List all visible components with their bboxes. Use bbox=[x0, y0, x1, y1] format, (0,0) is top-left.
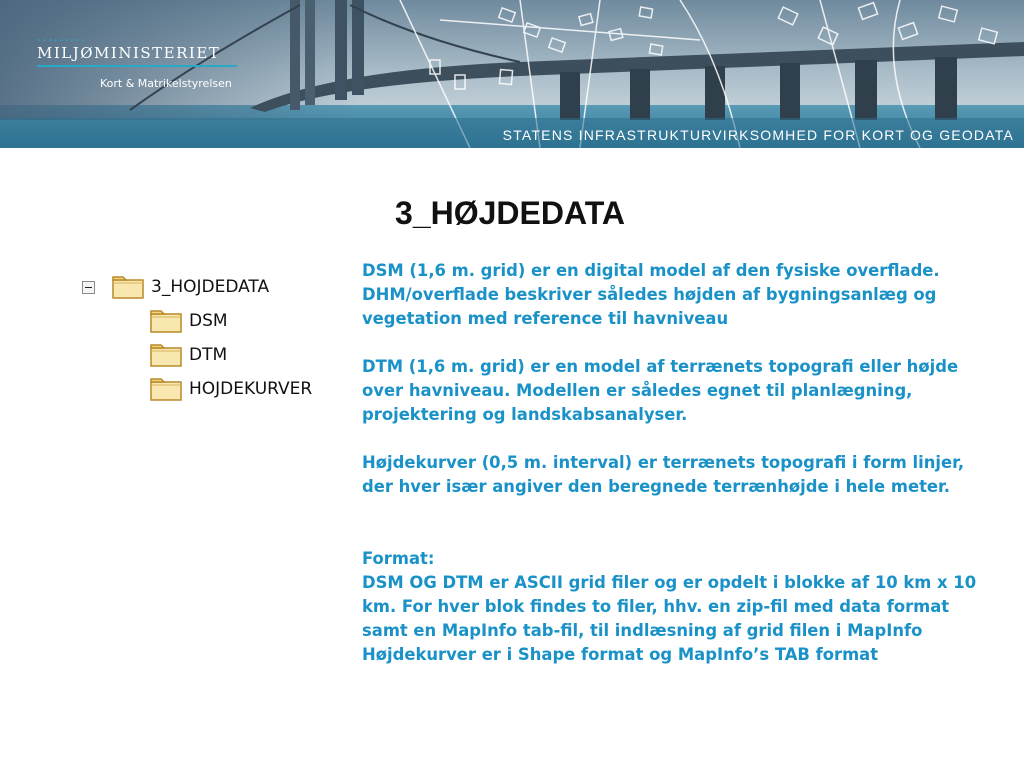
format-heading: Format: bbox=[362, 549, 435, 568]
tree-item-label: 3_HOJDEDATA bbox=[151, 277, 270, 297]
tree-item-hojdekurver[interactable] bbox=[149, 376, 312, 402]
dtm-description: DTM (1,6 m. grid) er en model af terrænets topografi eller højde over havniveau. Modellen er således egnet til planlægning, projektering og landskabsanalyser. bbox=[362, 357, 959, 424]
dsm-description: DSM (1,6 m. grid) er en digital model af den fysiske overflade. DHM/overflade beskriver således højden af bygningsanlæg og vegetation med reference til havniveau bbox=[362, 261, 940, 328]
folder-icon bbox=[149, 308, 183, 334]
tree-item-dsm[interactable] bbox=[149, 308, 228, 334]
collapse-icon[interactable] bbox=[82, 281, 95, 294]
format-description: DSM OG DTM er ASCII grid filer og er opdelt i blokke af 10 km x 10 km. For hver blok findes to filer, hhv. en zip-fil med data format samt en MapInfo tab-fil, til indlæsning af grid filen i MapInfo bbox=[362, 573, 977, 640]
logo-dots-decoration: ......... bbox=[37, 29, 87, 45]
description-text bbox=[362, 259, 982, 667]
tree-item-label: DTM bbox=[189, 345, 228, 365]
folder-icon bbox=[111, 274, 145, 300]
folder-icon bbox=[149, 342, 183, 368]
format-hojdekurver: Højdekurver er i Shape format og MapInfo’s TAB format bbox=[362, 645, 879, 664]
logo-underline bbox=[37, 65, 237, 67]
header-banner bbox=[0, 0, 1024, 148]
banner-tagline: STATENS INFRASTRUKTURVIRKSOMHED FOR KORT OG GEODATA bbox=[502, 127, 1014, 143]
tree-item-label: HOJDEKURVER bbox=[189, 379, 313, 399]
bridge-banner-image bbox=[0, 0, 1024, 148]
hojdekurver-description: Højdekurver (0,5 m. interval) er terrænets topografi i form linjer, der hver især angiver den beregnede terrænhøjde i hele meter. bbox=[362, 453, 965, 496]
folder-icon bbox=[149, 376, 183, 402]
tree-item-dtm[interactable] bbox=[149, 342, 227, 368]
ministry-logo-text: MILJØMINISTERIET bbox=[37, 44, 221, 62]
tree-item-label: DSM bbox=[189, 311, 228, 331]
agency-name: Kort & Matrikelstyrelsen bbox=[100, 77, 232, 90]
page-title: 3_HØJDEDATA bbox=[395, 195, 625, 231]
tree-item-root[interactable] bbox=[82, 274, 269, 300]
